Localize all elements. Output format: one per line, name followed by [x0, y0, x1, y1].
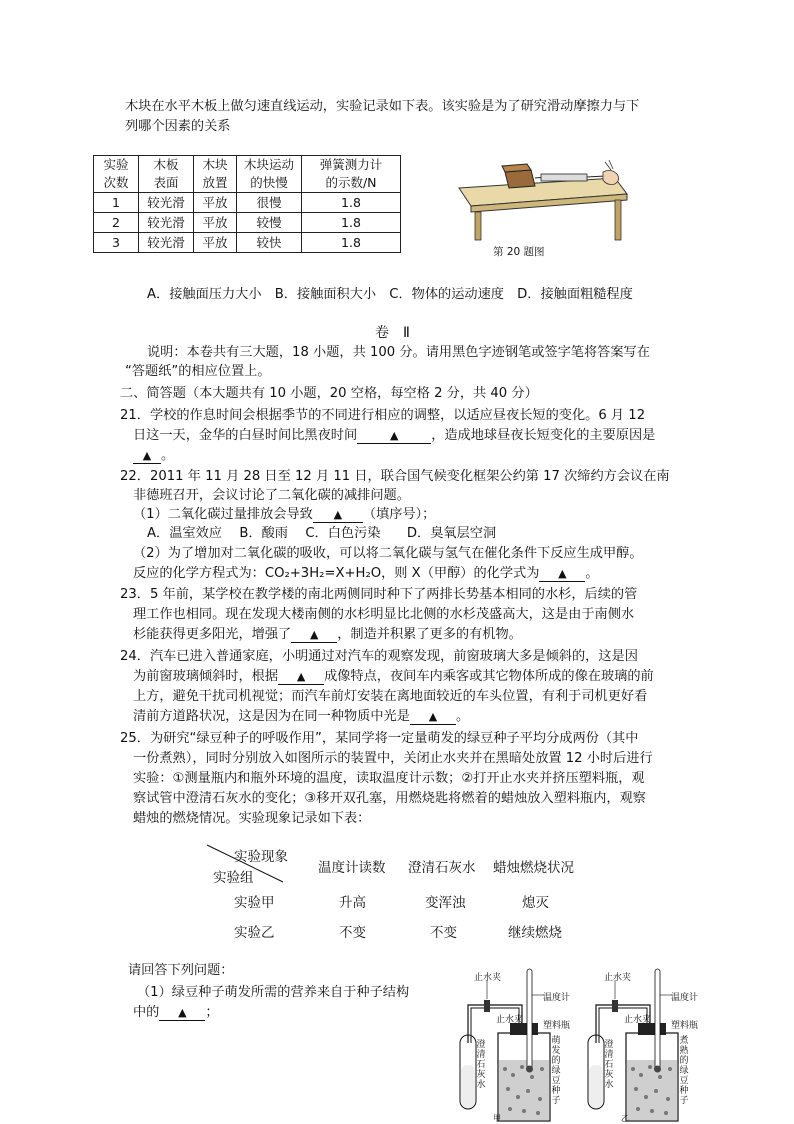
table-header-row [94, 156, 401, 193]
table-cell: 继续燃烧 [508, 925, 562, 941]
figure-20-caption: 第 20 题图 [493, 246, 545, 258]
clamp-label: 止水夹 [604, 973, 632, 983]
question-25-line-3: 实验：①测量瓶内和瓶外环境的温度，读取温度计示数；②打开止水夹并挤压塑料瓶，观 [133, 771, 645, 786]
table-cell: 1 [94, 193, 139, 213]
table-cell: 较光滑 [139, 213, 194, 233]
answer-blank[interactable]: ▲ [278, 670, 324, 685]
question-23-line-3: 杉能获得更多阳光，增强了 ▲ ，制造并积累了更多的有机物。 [133, 627, 522, 642]
table-cell: 平放 [194, 233, 237, 253]
table-cell: 变浑浊 [425, 895, 466, 911]
table-cell: 不变 [430, 925, 457, 941]
question-25-sub-1: （1）绿豆种子萌发所需的营养来自于种子结构 [137, 985, 410, 1000]
table-row [94, 193, 401, 213]
friction-table [93, 155, 401, 253]
question-22-line-5: （2）为了增加对二氧化碳的吸收，可以将二氧化碳与氢气在催化条件下反应生成甲醇。 [133, 546, 643, 561]
header-cell: 木块运动 的快慢 [237, 156, 302, 193]
answer-blank[interactable]: ▲ [291, 628, 337, 643]
table-cell: 升高 [339, 895, 366, 911]
thermometer-label: 温度计 [671, 993, 699, 1003]
question-25-sub-1b: 中的 ▲ ； [133, 1005, 219, 1020]
header-cell: 实验 次数 [94, 156, 139, 193]
clamp-label: 止水夹 [496, 1015, 524, 1025]
question-24-line-3: 上方，避免干扰司机视觉；而汽车前灯安装在离地面较近的车头位置，有利于司机更好看 [133, 689, 648, 704]
table-row [94, 233, 401, 253]
apparatus-diagram [450, 965, 700, 1123]
question-21-line-3: ▲ 。 [133, 447, 174, 465]
table-cell: 很慢 [237, 193, 302, 213]
table-cell: 平放 [194, 213, 237, 233]
table-cell: 不变 [339, 925, 366, 941]
table-cell: 1.8 [302, 233, 401, 253]
intro-line-2: 列哪个因素的关系 [125, 119, 231, 134]
answer-blank[interactable]: ▲ [357, 429, 431, 444]
table-cell: 2 [94, 213, 139, 233]
question-25-line-1: 25．为研究“绿豆种子的呼吸作用”，某同学将一定量萌发的绿豆种子平均分成两份（其中 [120, 731, 639, 746]
thermometer-label: 温度计 [543, 993, 571, 1003]
part-2-title: 卷 Ⅱ [375, 325, 410, 341]
answer-blank[interactable]: ▲ [159, 1006, 205, 1021]
question-25-line-2: 一份煮熟），同时分别放入如图所示的装置中，关闭止水夹并在黑暗处放置 12 小时后进行 [133, 751, 653, 766]
question-20-options: A．接触面压力大小 B．接触面积大小 C．物体的运动速度 D．接触面粗糙程度 [147, 287, 633, 302]
table-row [94, 213, 401, 233]
question-22-line-1: 22．2011 年 11 月 28 日至 12 月 11 日，联合国气候变化框架公约第 17 次缔约方会议在南 [120, 469, 670, 484]
question-23-line-2: 理工作也相同。现在发现大楼南侧的水杉明显比北侧的水杉茂盛高大，这是由于南侧水 [133, 607, 635, 622]
row-label: 实验乙 [234, 925, 275, 941]
column-header: 澄清石灰水 [408, 860, 476, 876]
table-cell: 平放 [194, 193, 237, 213]
question-24-line-4: 清前方道路状况，这是因为在同一种物质中光是 ▲ 。 [133, 709, 470, 724]
bottle-label: 塑料瓶 [671, 1021, 699, 1031]
part-2-note-1: 说明：本卷共有三大题，18 小题，共 100 分。请用黑色字迹钢笔或签字笔将答案写在 [147, 345, 650, 360]
header-cell: 木板 表面 [139, 156, 194, 193]
apparatus-label-jia: 甲 [493, 1114, 501, 1123]
question-22-line-2: 非德班召开，会议讨论了二氧化碳的减排问题。 [133, 488, 410, 503]
question-25-line-4: 察试管中澄清石灰水的变化；③移开双孔塞，用燃烧匙将燃着的蜡烛放入塑料瓶内，观察 [133, 791, 646, 806]
question-25-line-5: 蜡烛的燃烧情况。实验现象记录如下表： [133, 811, 371, 826]
question-24-line-2: 为前窗玻璃倾斜时，根据 ▲ 成像特点，夜间车内乘客或其它物体所成的像在玻璃的前 [133, 669, 654, 684]
apparatus-label-yi: 乙 [621, 1114, 629, 1123]
table-cell: 较快 [237, 233, 302, 253]
header-cell: 木块 放置 [194, 156, 237, 193]
answer-blank[interactable]: ▲ [539, 567, 585, 582]
table-cell: 熄灭 [522, 895, 549, 911]
part-2-note-2: “答题纸”的相应位置上。 [125, 364, 271, 379]
question-23-line-1: 23．5 年前，某学校在教学楼的南北两侧同时种下了两排长势基本相同的水杉，后续的管 [120, 587, 638, 602]
table-cell: 较光滑 [139, 233, 194, 253]
table-cell: 较慢 [237, 213, 302, 233]
question-22-options: A．温室效应 B．酸雨 C．白色污染 D．臭氧层空洞 [147, 526, 497, 541]
table-cell: 1.8 [302, 213, 401, 233]
answer-blank[interactable]: ▲ [313, 508, 363, 523]
question-21-line-2: 日这一天，金华的白昼时间比黑夜时间 ▲ ，造成地球昼夜长短变化的主要原因是 [133, 428, 656, 443]
column-header: 温度计读数 [318, 860, 386, 876]
bottle-label: 塑料瓶 [543, 1021, 571, 1031]
table-corner-bottom: 实验组 [213, 870, 254, 886]
header-cell: 弹簧测力计 的示数/N [302, 156, 401, 193]
table-corner-top: 实验现象 [234, 849, 288, 865]
question-21-line-1: 21．学校的作息时间会根据季节的不同进行相应的调整，以适应昼夜长短的变化。6 月 12 [120, 408, 646, 423]
section-heading: 二、简答题（本大题共有 10 小题，20 空格，每空格 2 分，共 40 分） [120, 386, 538, 401]
seeds-label: 煮熟的绿豆种子 [679, 1036, 689, 1106]
answer-blank[interactable]: ▲ [410, 710, 456, 725]
answer-blank[interactable]: ▲ [133, 449, 161, 464]
intro-line-1: 木块在水平木板上做匀速直线运动，实验记录如下表。该实验是为了研究滑动摩擦力与下 [125, 99, 640, 114]
clamp-label: 止水夹 [624, 1015, 652, 1025]
table-cell: 较光滑 [139, 193, 194, 213]
question-22-line-3: （1）二氧化碳过量排放会导致 ▲ （填序号）； [133, 507, 436, 522]
limewater-label: 澄清石灰水 [604, 1040, 614, 1090]
row-label: 实验甲 [234, 895, 275, 911]
column-header: 蜡烛燃烧状况 [493, 860, 574, 876]
table-cell: 3 [94, 233, 139, 253]
figure-20-illustration [455, 150, 630, 242]
limewater-label: 澄清石灰水 [476, 1040, 486, 1090]
seeds-label: 萌发的绿豆种子 [551, 1036, 561, 1106]
question-25-ask: 请回答下列问题： [128, 963, 234, 978]
table-cell: 1.8 [302, 193, 401, 213]
clamp-label: 止水夹 [474, 973, 502, 983]
question-22-line-6: 反应的化学方程式为：CO₂+3H₂=X+H₂O，则 X（甲醇）的化学式为 ▲ 。 [133, 566, 599, 581]
question-24-line-1: 24．汽车已进入普通家庭，小明通过对汽车的观察发现，前窗玻璃大多是倾斜的，这是因 [120, 649, 638, 664]
